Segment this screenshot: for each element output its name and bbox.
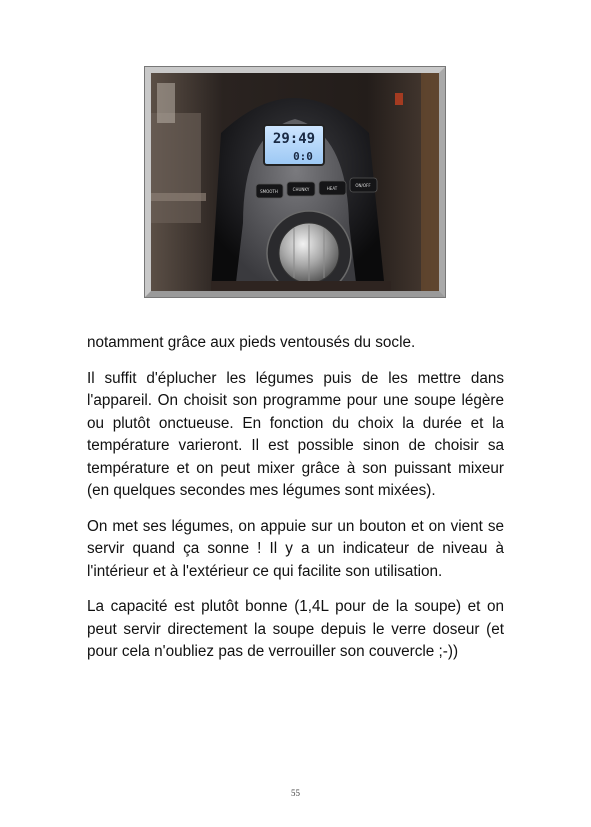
paragraph-3: On met ses légumes, on appuie sur un bouton et on vient se servir quand ça sonne ! Il y a un indicateur de niveau à l'intérieur et à l'extérieur ce qui facilite son utilisation.: [87, 517, 504, 580]
heat-button-label: HEAT: [326, 186, 338, 191]
paragraph-1: notamment grâce aux pieds ventousés du socle.: [87, 334, 416, 351]
paragraph-2: Il suffit d'éplucher les légumes puis de les mettre dans l'appareil. On choisit son programme pour une soupe légère ou plutôt onctueuse. En fonction du choix la durée et la température varieront. Il est possible sinon de choisir sa température et on peut mixer grâce à son puissant mixeur (en quelques secondes mes légumes sont mixées).: [87, 369, 504, 499]
display-time: 29:49: [272, 131, 316, 147]
onoff-button-label: ON/OFF: [355, 183, 371, 188]
article-text: [87, 332, 504, 677]
soup-maker-image: [151, 73, 439, 291]
paragraph-4: La capacité est plutôt bonne (1,4L pour de la soupe) et on peut servir directement la soupe depuis le verre doseur (et pour cela n'oubliez pas de verrouiller son couvercle ;-)): [87, 598, 504, 660]
smooth-button-label: SMOOTH: [260, 189, 278, 194]
chunky-button-label: CHUNKY: [292, 187, 310, 192]
product-photo: [145, 67, 445, 297]
page-number: 55: [291, 788, 300, 798]
display-sub: 0:0: [293, 150, 313, 163]
